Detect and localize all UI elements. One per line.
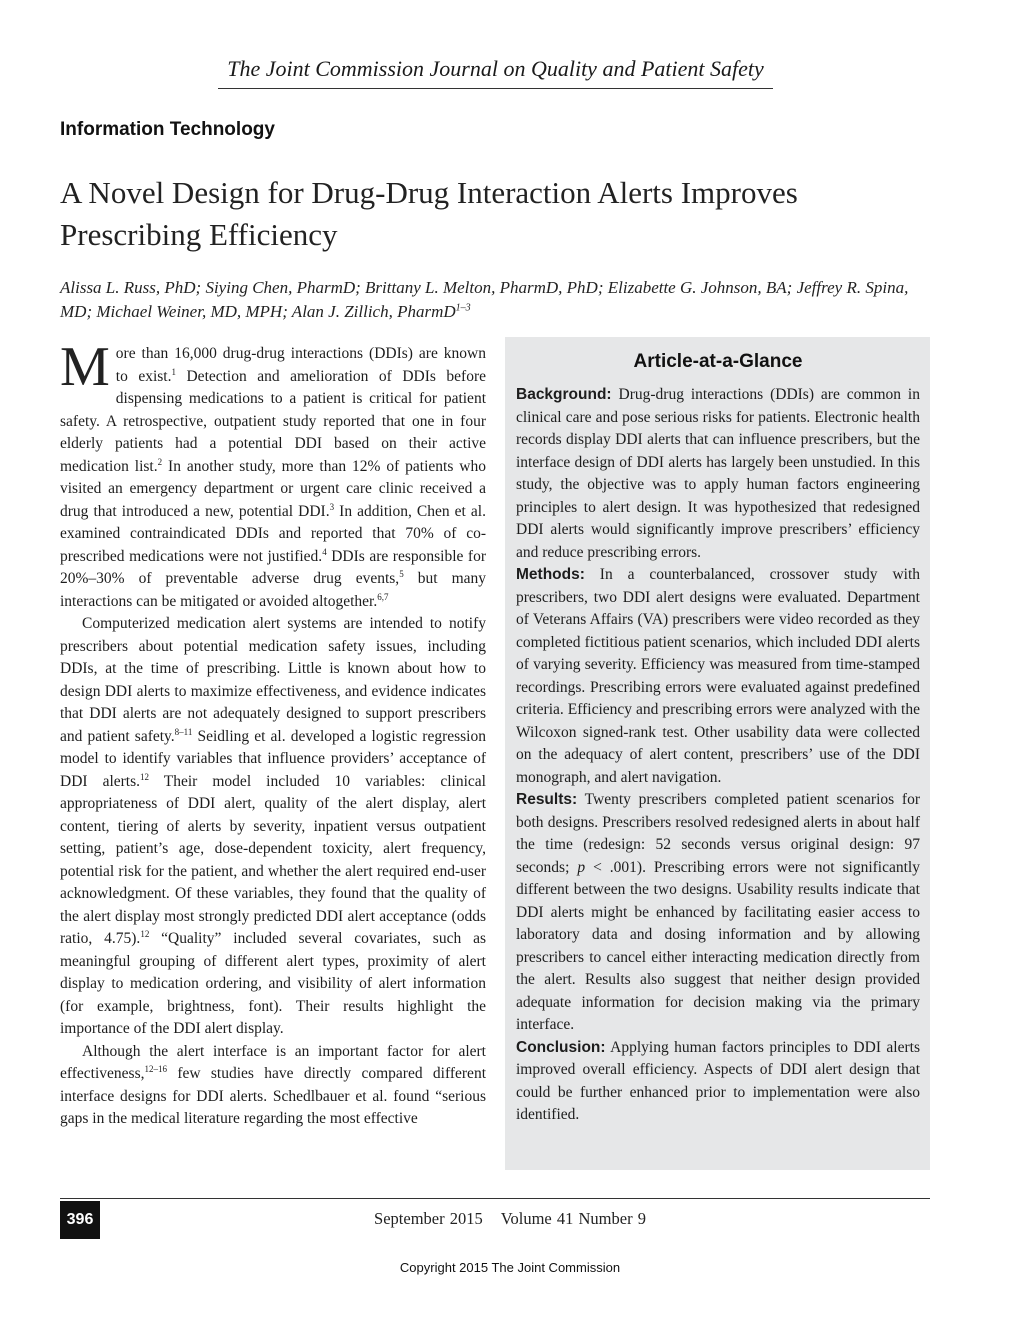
glance-results [516, 789, 920, 1037]
paragraph-text: Although the alert interface is an important factor for alert effectiveness, [60, 1042, 486, 1082]
author-list [60, 276, 940, 324]
citation-marker: 12–16 [144, 1063, 167, 1074]
citation-marker: 8–11 [174, 726, 193, 737]
body-column [60, 336, 487, 1131]
runs [60, 1043, 486, 1128]
issue-volume: Volume 41 Number 9 [500, 1209, 646, 1228]
issue-info [330, 1209, 690, 1229]
runs [60, 336, 487, 610]
body-paragraph-3 [60, 1041, 486, 1131]
citation-marker: 2 [157, 456, 163, 467]
body-paragraph-2 [60, 613, 486, 1041]
paragraph-text: Detection and amelioration of DDIs before dispensing medications to a patient is critical for patient safety. A retrospective, outpatient study reported that one in four elderly patients had a potential DDI based on their active medication list. [60, 367, 486, 475]
journal-running-head: The Joint Commission Journal on Quality and Patient Safety [218, 56, 773, 89]
background-text: Drug-drug interactions (DDIs) are common in clinical care and pose serious risks for patients. Electronic health records display DDI alerts that can influence prescribers, but the interface design of DDI alerts has largely been unstudied. In this study, the objective was to apply human factors engineering principles to alert design. It was hypothesized that redesigned DDI alerts would significantly improve prescribers’ efficiency and reduce prescribing errors. [516, 386, 920, 561]
copyright-notice: Copyright 2015 The Joint Commission [399, 1260, 621, 1275]
article-at-a-glance-box [505, 337, 930, 1170]
paragraph-text: Seidling et al. developed a logistic regression model to identify variables that influence providers’ acceptance of DDI alerts. [60, 727, 486, 790]
citation-marker: 12 [140, 928, 150, 939]
paragraph-text: Their model included 10 variables: clinical appropriateness of DDI alert, quality of the alert display, alert content, tiering of alerts by severity, inpatient versus outpatient setting, patient’s age, dose-dependent toxicity, alert frequency, potential risk for the patient, and whether the alert required end-user acknowledgment. Of these variables, they found that the quality of the alert display most strongly predicted DDI alert acceptance (odds ratio, 4.75). [60, 772, 486, 947]
author-affiliation-marks: 1–3 [455, 302, 471, 314]
results-label: Results: [516, 791, 578, 808]
results-text-a: Twenty prescribers completed patient scenarios for both designs. Prescribers resolved redesigned alerts in about half the time (redesign: 52 seconds versus original design: 97 seconds; [516, 791, 920, 876]
citation-marker: 3 [329, 501, 335, 512]
methods-text: In a counterbalanced, crossover study with prescribers, two DDI alert designs were evaluated. Department of Veterans Affairs (VA) prescribers were video recorded as they completed fictitious patient scenarios, which included DDI alerts of varying severity. Efficiency was measured from time-stamped recordings. Prescribing errors were evaluated against predefined criteria. Efficiency and prescribing errors were analyzed with the Wilcoxon signed-rank test. Other usability data were collected on the adequacy of alert content, prescribers’ use of the DDI monograph, and alert navigation. [516, 566, 920, 786]
citation-marker: 5 [399, 568, 404, 579]
paragraph-text: ore than 16,000 drug-drug interactions (DDIs) are known to exist. [115, 345, 486, 385]
conclusion-label: Conclusion: [516, 1038, 606, 1056]
glance-background [516, 384, 920, 564]
runs [60, 615, 486, 1037]
paragraph-text: DDIs are responsible for 20%–30% of preventable adverse drug events, [60, 547, 486, 587]
article-title: A Novel Design for Drug-Drug Interaction Alerts Improves Prescribing Efficiency [60, 175, 798, 252]
footer-rule [60, 1198, 930, 1199]
citation-marker: 12 [140, 771, 150, 782]
page-number: 396 [60, 1201, 100, 1239]
section-label: Information Technology [60, 119, 275, 140]
glance-title: Article-at-a-Glance [633, 351, 803, 372]
paragraph-text: few studies have directly compared different interface designs for DDI alerts. Schedlbauer et al. found “serious gaps in the medical literature regarding the most effective [60, 1065, 486, 1127]
methods-label: Methods: [516, 566, 585, 583]
glance-conclusion [516, 1037, 920, 1127]
citation-marker: 1 [171, 366, 176, 377]
citation-marker: 4 [322, 546, 327, 557]
paragraph-text: Computerized medication alert systems are intended to notify prescribers about potential medication safety issues, including DDIs, at the time of prescribing. Little is known about how to design DDI alerts to maximize effectiveness, and evidence indicates that DDI alerts are not adequately designed to support prescribers and patient safety. [60, 615, 486, 745]
background-label: Background: [516, 386, 612, 403]
citation-marker: 6,7 [377, 591, 389, 602]
glance-methods [516, 564, 920, 789]
paragraph-text: “Quality” included several covariates, such as meaningful grouping of different alert types, proximity of alert display to medication ordering, and visibility of alert information (for example, brightness, font). Their results highlight the importance of the DDI alert display. [60, 930, 486, 1037]
paragraph-text: but many interactions can be mitigated or avoided altogether. [60, 570, 487, 610]
paragraph-text: In addition, Chen et al. examined contraindicated DDIs and reported that 70% of co-prescribed medications were not justified. [60, 502, 486, 565]
results-text-b: < .001). Prescribing errors were not significantly different between the two designs. Usability results indicate that DDI alerts might be enhanced by facilitating easier access to laboratory data and dosing information and by allowing prescribers to cancel either interacting medication directly from the alert. Results also suggest that neither design provided adequate information for decision making via the primary interface. [516, 858, 920, 1033]
conclusion-text: Applying human factors principles to DDI alerts improved overall efficiency. Aspects of DDI alert design that could be further enhanced prior to implementation were also identified. [516, 1038, 920, 1123]
results-p-value-symbol: p [577, 858, 586, 876]
issue-date: September 2015 [374, 1209, 483, 1228]
drop-cap: M [60, 336, 110, 398]
authors-text: Alissa L. Russ, PhD; Siying Chen, PharmD; Brittany L. Melton, PharmD, PhD; Elizabette G. Johnson, BA; Jeffrey R. Spina, MD; Michael Weiner, MD, MPH; Alan J. Zillich, PharmD [60, 278, 909, 321]
body-paragraph-1 [60, 336, 487, 613]
paragraph-text: In another study, more than 12% of patients who visited an emergency department or urgent care clinic received a drug that introduced a new, potential DDI. [60, 457, 487, 520]
